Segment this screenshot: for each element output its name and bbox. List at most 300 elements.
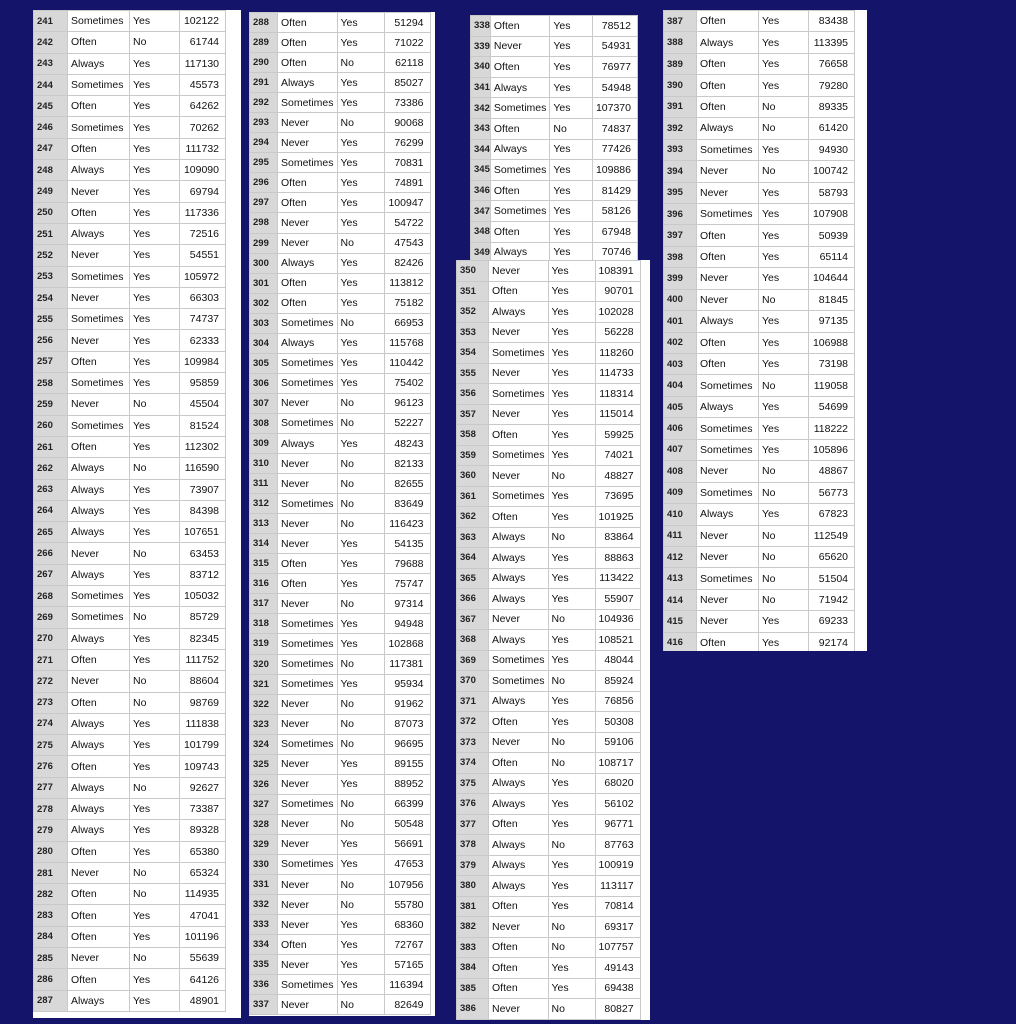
frequency-cell[interactable]: Never xyxy=(278,113,338,133)
row-number[interactable]: 320 xyxy=(250,654,278,674)
yes-no-cell[interactable]: Yes xyxy=(550,139,593,160)
yes-no-cell[interactable]: Yes xyxy=(130,223,180,244)
value-cell[interactable]: 66953 xyxy=(384,313,430,333)
yes-no-cell[interactable]: Yes xyxy=(130,479,180,500)
frequency-cell[interactable]: Never xyxy=(278,514,338,534)
row-number[interactable]: 305 xyxy=(250,353,278,373)
yes-no-cell[interactable]: No xyxy=(130,394,180,415)
row-number[interactable]: 246 xyxy=(34,117,68,138)
yes-no-cell[interactable]: Yes xyxy=(548,896,595,917)
frequency-cell[interactable]: Never xyxy=(489,466,549,487)
yes-no-cell[interactable]: Yes xyxy=(550,221,593,242)
row-number[interactable]: 243 xyxy=(34,53,68,74)
value-cell[interactable]: 97135 xyxy=(809,311,855,332)
value-cell[interactable]: 113395 xyxy=(809,32,855,53)
yes-no-cell[interactable]: No xyxy=(759,375,809,396)
yes-no-cell[interactable]: Yes xyxy=(337,293,384,313)
value-cell[interactable]: 75182 xyxy=(384,293,430,313)
frequency-cell[interactable]: Always xyxy=(68,458,130,479)
yes-no-cell[interactable]: Yes xyxy=(130,11,180,32)
yes-no-cell[interactable]: Yes xyxy=(548,855,595,876)
value-cell[interactable]: 114733 xyxy=(595,363,640,384)
frequency-cell[interactable]: Always xyxy=(489,589,549,610)
row-number[interactable]: 261 xyxy=(34,436,68,457)
value-cell[interactable]: 73387 xyxy=(180,798,226,819)
value-cell[interactable]: 102122 xyxy=(180,11,226,32)
yes-no-cell[interactable]: Yes xyxy=(337,133,384,153)
value-cell[interactable]: 58793 xyxy=(809,182,855,203)
frequency-cell[interactable]: Sometimes xyxy=(697,482,759,503)
frequency-cell[interactable]: Often xyxy=(697,225,759,246)
row-number[interactable]: 406 xyxy=(664,418,697,439)
frequency-cell[interactable]: Often xyxy=(697,632,759,651)
row-number[interactable]: 341 xyxy=(471,77,491,98)
row-number[interactable]: 344 xyxy=(471,139,491,160)
value-cell[interactable]: 54699 xyxy=(809,396,855,417)
row-number[interactable]: 273 xyxy=(34,692,68,713)
frequency-cell[interactable]: Never xyxy=(489,363,549,384)
value-cell[interactable]: 101799 xyxy=(180,735,226,756)
value-cell[interactable]: 82655 xyxy=(384,474,430,494)
yes-no-cell[interactable]: Yes xyxy=(130,96,180,117)
value-cell[interactable]: 111752 xyxy=(180,649,226,670)
value-cell[interactable]: 107757 xyxy=(595,937,640,958)
value-cell[interactable]: 106988 xyxy=(809,332,855,353)
frequency-cell[interactable]: Sometimes xyxy=(278,93,338,113)
row-number[interactable]: 302 xyxy=(250,293,278,313)
row-number[interactable]: 376 xyxy=(457,794,489,815)
frequency-cell[interactable]: Often xyxy=(68,969,130,990)
yes-no-cell[interactable]: Yes xyxy=(337,373,384,393)
value-cell[interactable]: 109743 xyxy=(180,756,226,777)
row-number[interactable]: 350 xyxy=(457,261,489,282)
yes-no-cell[interactable]: Yes xyxy=(130,564,180,585)
frequency-cell[interactable]: Never xyxy=(278,213,338,233)
frequency-cell[interactable]: Often xyxy=(489,753,549,774)
frequency-cell[interactable]: Often xyxy=(278,554,338,574)
frequency-cell[interactable]: Always xyxy=(68,628,130,649)
row-number[interactable]: 286 xyxy=(34,969,68,990)
value-cell[interactable]: 73695 xyxy=(595,486,640,507)
value-cell[interactable]: 75747 xyxy=(384,574,430,594)
yes-no-cell[interactable]: Yes xyxy=(759,53,809,74)
value-cell[interactable]: 47543 xyxy=(384,233,430,253)
value-cell[interactable]: 102028 xyxy=(595,302,640,323)
frequency-cell[interactable]: Always xyxy=(489,691,549,712)
row-number[interactable]: 331 xyxy=(250,875,278,895)
yes-no-cell[interactable]: Yes xyxy=(337,955,384,975)
frequency-cell[interactable]: Often xyxy=(278,33,338,53)
yes-no-cell[interactable]: Yes xyxy=(759,332,809,353)
value-cell[interactable]: 48044 xyxy=(595,650,640,671)
value-cell[interactable]: 113422 xyxy=(595,568,640,589)
row-number[interactable]: 275 xyxy=(34,735,68,756)
yes-no-cell[interactable]: Yes xyxy=(548,281,595,302)
yes-no-cell[interactable]: No xyxy=(337,814,384,834)
value-cell[interactable]: 110442 xyxy=(384,353,430,373)
yes-no-cell[interactable]: Yes xyxy=(130,969,180,990)
frequency-cell[interactable]: Always xyxy=(68,522,130,543)
value-cell[interactable]: 109886 xyxy=(592,160,637,181)
value-cell[interactable]: 52227 xyxy=(384,413,430,433)
yes-no-cell[interactable]: Yes xyxy=(130,735,180,756)
yes-no-cell[interactable]: Yes xyxy=(550,180,593,201)
frequency-cell[interactable]: Often xyxy=(278,193,338,213)
frequency-cell[interactable]: Always xyxy=(68,160,130,181)
value-cell[interactable]: 47041 xyxy=(180,905,226,926)
frequency-cell[interactable]: Sometimes xyxy=(697,439,759,460)
value-cell[interactable]: 54931 xyxy=(592,36,637,57)
row-number[interactable]: 367 xyxy=(457,609,489,630)
yes-no-cell[interactable]: Yes xyxy=(548,568,595,589)
frequency-cell[interactable]: Never xyxy=(68,948,130,969)
frequency-cell[interactable]: Always xyxy=(489,548,549,569)
row-number[interactable]: 372 xyxy=(457,712,489,733)
value-cell[interactable]: 59106 xyxy=(595,732,640,753)
frequency-cell[interactable]: Sometimes xyxy=(489,671,549,692)
value-cell[interactable]: 84398 xyxy=(180,500,226,521)
yes-no-cell[interactable]: Yes xyxy=(548,507,595,528)
frequency-cell[interactable]: Often xyxy=(68,692,130,713)
value-cell[interactable]: 65114 xyxy=(809,246,855,267)
row-number[interactable]: 409 xyxy=(664,482,697,503)
yes-no-cell[interactable]: No xyxy=(548,753,595,774)
yes-no-cell[interactable]: Yes xyxy=(548,363,595,384)
row-number[interactable]: 383 xyxy=(457,937,489,958)
yes-no-cell[interactable]: Yes xyxy=(759,611,809,632)
yes-no-cell[interactable]: Yes xyxy=(337,173,384,193)
frequency-cell[interactable]: Often xyxy=(697,53,759,74)
value-cell[interactable]: 83649 xyxy=(384,494,430,514)
frequency-cell[interactable]: Never xyxy=(278,915,338,935)
yes-no-cell[interactable]: No xyxy=(130,32,180,53)
value-cell[interactable]: 105032 xyxy=(180,586,226,607)
row-number[interactable]: 360 xyxy=(457,466,489,487)
row-number[interactable]: 402 xyxy=(664,332,697,353)
yes-no-cell[interactable]: No xyxy=(337,454,384,474)
frequency-cell[interactable]: Often xyxy=(697,354,759,375)
value-cell[interactable]: 55639 xyxy=(180,948,226,969)
value-cell[interactable]: 48867 xyxy=(809,461,855,482)
frequency-cell[interactable]: Always xyxy=(68,713,130,734)
yes-no-cell[interactable]: Yes xyxy=(759,632,809,651)
yes-no-cell[interactable]: No xyxy=(337,53,384,73)
yes-no-cell[interactable]: Yes xyxy=(337,774,384,794)
yes-no-cell[interactable]: Yes xyxy=(548,486,595,507)
value-cell[interactable]: 61420 xyxy=(809,118,855,139)
yes-no-cell[interactable]: No xyxy=(759,525,809,546)
yes-no-cell[interactable]: Yes xyxy=(337,213,384,233)
value-cell[interactable]: 87763 xyxy=(595,835,640,856)
yes-no-cell[interactable]: No xyxy=(548,937,595,958)
row-number[interactable]: 375 xyxy=(457,773,489,794)
frequency-cell[interactable]: Never xyxy=(489,732,549,753)
row-number[interactable]: 415 xyxy=(664,611,697,632)
frequency-cell[interactable]: Often xyxy=(68,926,130,947)
value-cell[interactable]: 74837 xyxy=(592,118,637,139)
frequency-cell[interactable]: Always xyxy=(490,139,550,160)
frequency-cell[interactable]: Often xyxy=(489,937,549,958)
value-cell[interactable]: 64262 xyxy=(180,96,226,117)
yes-no-cell[interactable]: Yes xyxy=(548,445,595,466)
yes-no-cell[interactable]: Yes xyxy=(130,266,180,287)
frequency-cell[interactable]: Often xyxy=(489,896,549,917)
row-number[interactable]: 332 xyxy=(250,895,278,915)
value-cell[interactable]: 70814 xyxy=(595,896,640,917)
row-number[interactable]: 265 xyxy=(34,522,68,543)
frequency-cell[interactable]: Never xyxy=(278,454,338,474)
frequency-cell[interactable]: Often xyxy=(68,756,130,777)
frequency-cell[interactable]: Never xyxy=(278,754,338,774)
frequency-cell[interactable]: Sometimes xyxy=(697,203,759,224)
yes-no-cell[interactable]: No xyxy=(130,671,180,692)
frequency-cell[interactable]: Never xyxy=(278,694,338,714)
yes-no-cell[interactable]: No xyxy=(759,96,809,117)
frequency-cell[interactable]: Often xyxy=(278,53,338,73)
value-cell[interactable]: 116590 xyxy=(180,458,226,479)
value-cell[interactable]: 81845 xyxy=(809,289,855,310)
value-cell[interactable]: 59925 xyxy=(595,425,640,446)
yes-no-cell[interactable]: No xyxy=(337,794,384,814)
value-cell[interactable]: 88863 xyxy=(595,548,640,569)
yes-no-cell[interactable]: Yes xyxy=(337,854,384,874)
row-number[interactable]: 400 xyxy=(664,289,697,310)
value-cell[interactable]: 118314 xyxy=(595,384,640,405)
yes-no-cell[interactable]: Yes xyxy=(130,117,180,138)
row-number[interactable]: 296 xyxy=(250,173,278,193)
row-number[interactable]: 340 xyxy=(471,57,491,78)
yes-no-cell[interactable]: Yes xyxy=(550,16,593,37)
value-cell[interactable]: 64126 xyxy=(180,969,226,990)
row-number[interactable]: 276 xyxy=(34,756,68,777)
frequency-cell[interactable]: Never xyxy=(489,322,549,343)
row-number[interactable]: 416 xyxy=(664,632,697,651)
value-cell[interactable]: 74737 xyxy=(180,309,226,330)
value-cell[interactable]: 63453 xyxy=(180,543,226,564)
frequency-cell[interactable]: Always xyxy=(68,564,130,585)
frequency-cell[interactable]: Sometimes xyxy=(278,654,338,674)
row-number[interactable]: 316 xyxy=(250,574,278,594)
frequency-cell[interactable]: Never xyxy=(68,181,130,202)
row-number[interactable]: 393 xyxy=(664,139,697,160)
value-cell[interactable]: 45504 xyxy=(180,394,226,415)
frequency-cell[interactable]: Often xyxy=(278,935,338,955)
row-number[interactable]: 407 xyxy=(664,439,697,460)
frequency-cell[interactable]: Often xyxy=(68,32,130,53)
row-number[interactable]: 267 xyxy=(34,564,68,585)
row-number[interactable]: 412 xyxy=(664,546,697,567)
yes-no-cell[interactable]: Yes xyxy=(130,309,180,330)
yes-no-cell[interactable]: Yes xyxy=(337,193,384,213)
row-number[interactable]: 377 xyxy=(457,814,489,835)
value-cell[interactable]: 89335 xyxy=(809,96,855,117)
frequency-cell[interactable]: Often xyxy=(68,202,130,223)
yes-no-cell[interactable]: No xyxy=(337,413,384,433)
yes-no-cell[interactable]: Yes xyxy=(130,160,180,181)
yes-no-cell[interactable]: Yes xyxy=(550,160,593,181)
value-cell[interactable]: 76299 xyxy=(384,133,430,153)
value-cell[interactable]: 77426 xyxy=(592,139,637,160)
row-number[interactable]: 255 xyxy=(34,309,68,330)
yes-no-cell[interactable]: Yes xyxy=(337,915,384,935)
row-number[interactable]: 259 xyxy=(34,394,68,415)
yes-no-cell[interactable]: Yes xyxy=(337,614,384,634)
value-cell[interactable]: 95934 xyxy=(384,674,430,694)
row-number[interactable]: 358 xyxy=(457,425,489,446)
frequency-cell[interactable]: Never xyxy=(278,393,338,413)
value-cell[interactable]: 116394 xyxy=(384,975,430,995)
frequency-cell[interactable]: Sometimes xyxy=(278,674,338,694)
value-cell[interactable]: 71022 xyxy=(384,33,430,53)
value-cell[interactable]: 48901 xyxy=(180,990,226,1011)
yes-no-cell[interactable]: Yes xyxy=(548,630,595,651)
frequency-cell[interactable]: Sometimes xyxy=(697,375,759,396)
frequency-cell[interactable]: Never xyxy=(68,543,130,564)
yes-no-cell[interactable]: Yes xyxy=(759,439,809,460)
frequency-cell[interactable]: Often xyxy=(697,75,759,96)
yes-no-cell[interactable]: Yes xyxy=(759,203,809,224)
yes-no-cell[interactable]: Yes xyxy=(548,404,595,425)
yes-no-cell[interactable]: Yes xyxy=(130,628,180,649)
frequency-cell[interactable]: Never xyxy=(489,917,549,938)
row-number[interactable]: 348 xyxy=(471,221,491,242)
yes-no-cell[interactable]: No xyxy=(337,113,384,133)
yes-no-cell[interactable]: Yes xyxy=(130,53,180,74)
yes-no-cell[interactable]: No xyxy=(759,161,809,182)
row-number[interactable]: 308 xyxy=(250,413,278,433)
frequency-cell[interactable]: Never xyxy=(489,609,549,630)
value-cell[interactable]: 90701 xyxy=(595,281,640,302)
row-number[interactable]: 388 xyxy=(664,32,697,53)
value-cell[interactable]: 105972 xyxy=(180,266,226,287)
row-number[interactable]: 274 xyxy=(34,713,68,734)
frequency-cell[interactable]: Sometimes xyxy=(68,117,130,138)
value-cell[interactable]: 118260 xyxy=(595,343,640,364)
frequency-cell[interactable]: Sometimes xyxy=(278,975,338,995)
value-cell[interactable]: 117381 xyxy=(384,654,430,674)
yes-no-cell[interactable]: No xyxy=(548,917,595,938)
row-number[interactable]: 288 xyxy=(250,13,278,33)
value-cell[interactable]: 51504 xyxy=(809,568,855,589)
frequency-cell[interactable]: Sometimes xyxy=(278,353,338,373)
row-number[interactable]: 312 xyxy=(250,494,278,514)
row-number[interactable]: 414 xyxy=(664,589,697,610)
yes-no-cell[interactable]: No xyxy=(759,289,809,310)
yes-no-cell[interactable]: Yes xyxy=(130,181,180,202)
frequency-cell[interactable]: Often xyxy=(489,958,549,979)
frequency-cell[interactable]: Always xyxy=(489,630,549,651)
row-number[interactable]: 264 xyxy=(34,500,68,521)
value-cell[interactable]: 54551 xyxy=(180,245,226,266)
yes-no-cell[interactable]: Yes xyxy=(550,57,593,78)
frequency-cell[interactable]: Often xyxy=(68,905,130,926)
yes-no-cell[interactable]: Yes xyxy=(130,436,180,457)
yes-no-cell[interactable]: No xyxy=(759,461,809,482)
yes-no-cell[interactable]: Yes xyxy=(337,273,384,293)
row-number[interactable]: 386 xyxy=(457,999,489,1020)
yes-no-cell[interactable]: No xyxy=(337,875,384,895)
value-cell[interactable]: 118222 xyxy=(809,418,855,439)
value-cell[interactable]: 82426 xyxy=(384,253,430,273)
row-number[interactable]: 371 xyxy=(457,691,489,712)
row-number[interactable]: 363 xyxy=(457,527,489,548)
frequency-cell[interactable]: Always xyxy=(697,118,759,139)
yes-no-cell[interactable]: Yes xyxy=(759,246,809,267)
frequency-cell[interactable]: Sometimes xyxy=(68,74,130,95)
yes-no-cell[interactable]: No xyxy=(130,607,180,628)
frequency-cell[interactable]: Often xyxy=(68,649,130,670)
value-cell[interactable]: 117336 xyxy=(180,202,226,223)
row-number[interactable]: 411 xyxy=(664,525,697,546)
value-cell[interactable]: 88604 xyxy=(180,671,226,692)
row-number[interactable]: 366 xyxy=(457,589,489,610)
yes-no-cell[interactable]: Yes xyxy=(337,754,384,774)
value-cell[interactable]: 75402 xyxy=(384,373,430,393)
yes-no-cell[interactable]: Yes xyxy=(550,77,593,98)
frequency-cell[interactable]: Always xyxy=(68,798,130,819)
frequency-cell[interactable]: Sometimes xyxy=(489,650,549,671)
frequency-cell[interactable]: Sometimes xyxy=(490,201,550,222)
row-number[interactable]: 397 xyxy=(664,225,697,246)
value-cell[interactable]: 78512 xyxy=(592,16,637,37)
row-number[interactable]: 301 xyxy=(250,273,278,293)
frequency-cell[interactable]: Never xyxy=(278,534,338,554)
row-number[interactable]: 396 xyxy=(664,203,697,224)
value-cell[interactable]: 69438 xyxy=(595,978,640,999)
frequency-cell[interactable]: Never xyxy=(489,261,549,282)
row-number[interactable]: 268 xyxy=(34,586,68,607)
frequency-cell[interactable]: Never xyxy=(68,245,130,266)
frequency-cell[interactable]: Often xyxy=(68,96,130,117)
value-cell[interactable]: 70831 xyxy=(384,153,430,173)
value-cell[interactable]: 50548 xyxy=(384,814,430,834)
value-cell[interactable]: 101925 xyxy=(595,507,640,528)
yes-no-cell[interactable]: Yes xyxy=(759,182,809,203)
frequency-cell[interactable]: Always xyxy=(278,73,338,93)
frequency-cell[interactable]: Sometimes xyxy=(278,614,338,634)
row-number[interactable]: 404 xyxy=(664,375,697,396)
row-number[interactable]: 303 xyxy=(250,313,278,333)
yes-no-cell[interactable]: Yes xyxy=(130,522,180,543)
yes-no-cell[interactable]: Yes xyxy=(548,322,595,343)
value-cell[interactable]: 47653 xyxy=(384,854,430,874)
yes-no-cell[interactable]: No xyxy=(548,466,595,487)
frequency-cell[interactable]: Never xyxy=(278,133,338,153)
yes-no-cell[interactable]: Yes xyxy=(759,396,809,417)
yes-no-cell[interactable]: Yes xyxy=(759,311,809,332)
row-number[interactable]: 262 xyxy=(34,458,68,479)
value-cell[interactable]: 105896 xyxy=(809,439,855,460)
value-cell[interactable]: 108521 xyxy=(595,630,640,651)
value-cell[interactable]: 107908 xyxy=(809,203,855,224)
value-cell[interactable]: 119058 xyxy=(809,375,855,396)
value-cell[interactable]: 65324 xyxy=(180,862,226,883)
frequency-cell[interactable]: Sometimes xyxy=(697,418,759,439)
yes-no-cell[interactable]: Yes xyxy=(130,990,180,1011)
row-number[interactable]: 269 xyxy=(34,607,68,628)
frequency-cell[interactable]: Always xyxy=(489,302,549,323)
row-number[interactable]: 299 xyxy=(250,233,278,253)
frequency-cell[interactable]: Never xyxy=(278,895,338,915)
row-number[interactable]: 306 xyxy=(250,373,278,393)
yes-no-cell[interactable]: Yes xyxy=(130,245,180,266)
value-cell[interactable]: 111838 xyxy=(180,713,226,734)
frequency-cell[interactable]: Always xyxy=(68,53,130,74)
frequency-cell[interactable]: Always xyxy=(68,735,130,756)
value-cell[interactable]: 109984 xyxy=(180,351,226,372)
yes-no-cell[interactable]: No xyxy=(337,714,384,734)
row-number[interactable]: 327 xyxy=(250,794,278,814)
